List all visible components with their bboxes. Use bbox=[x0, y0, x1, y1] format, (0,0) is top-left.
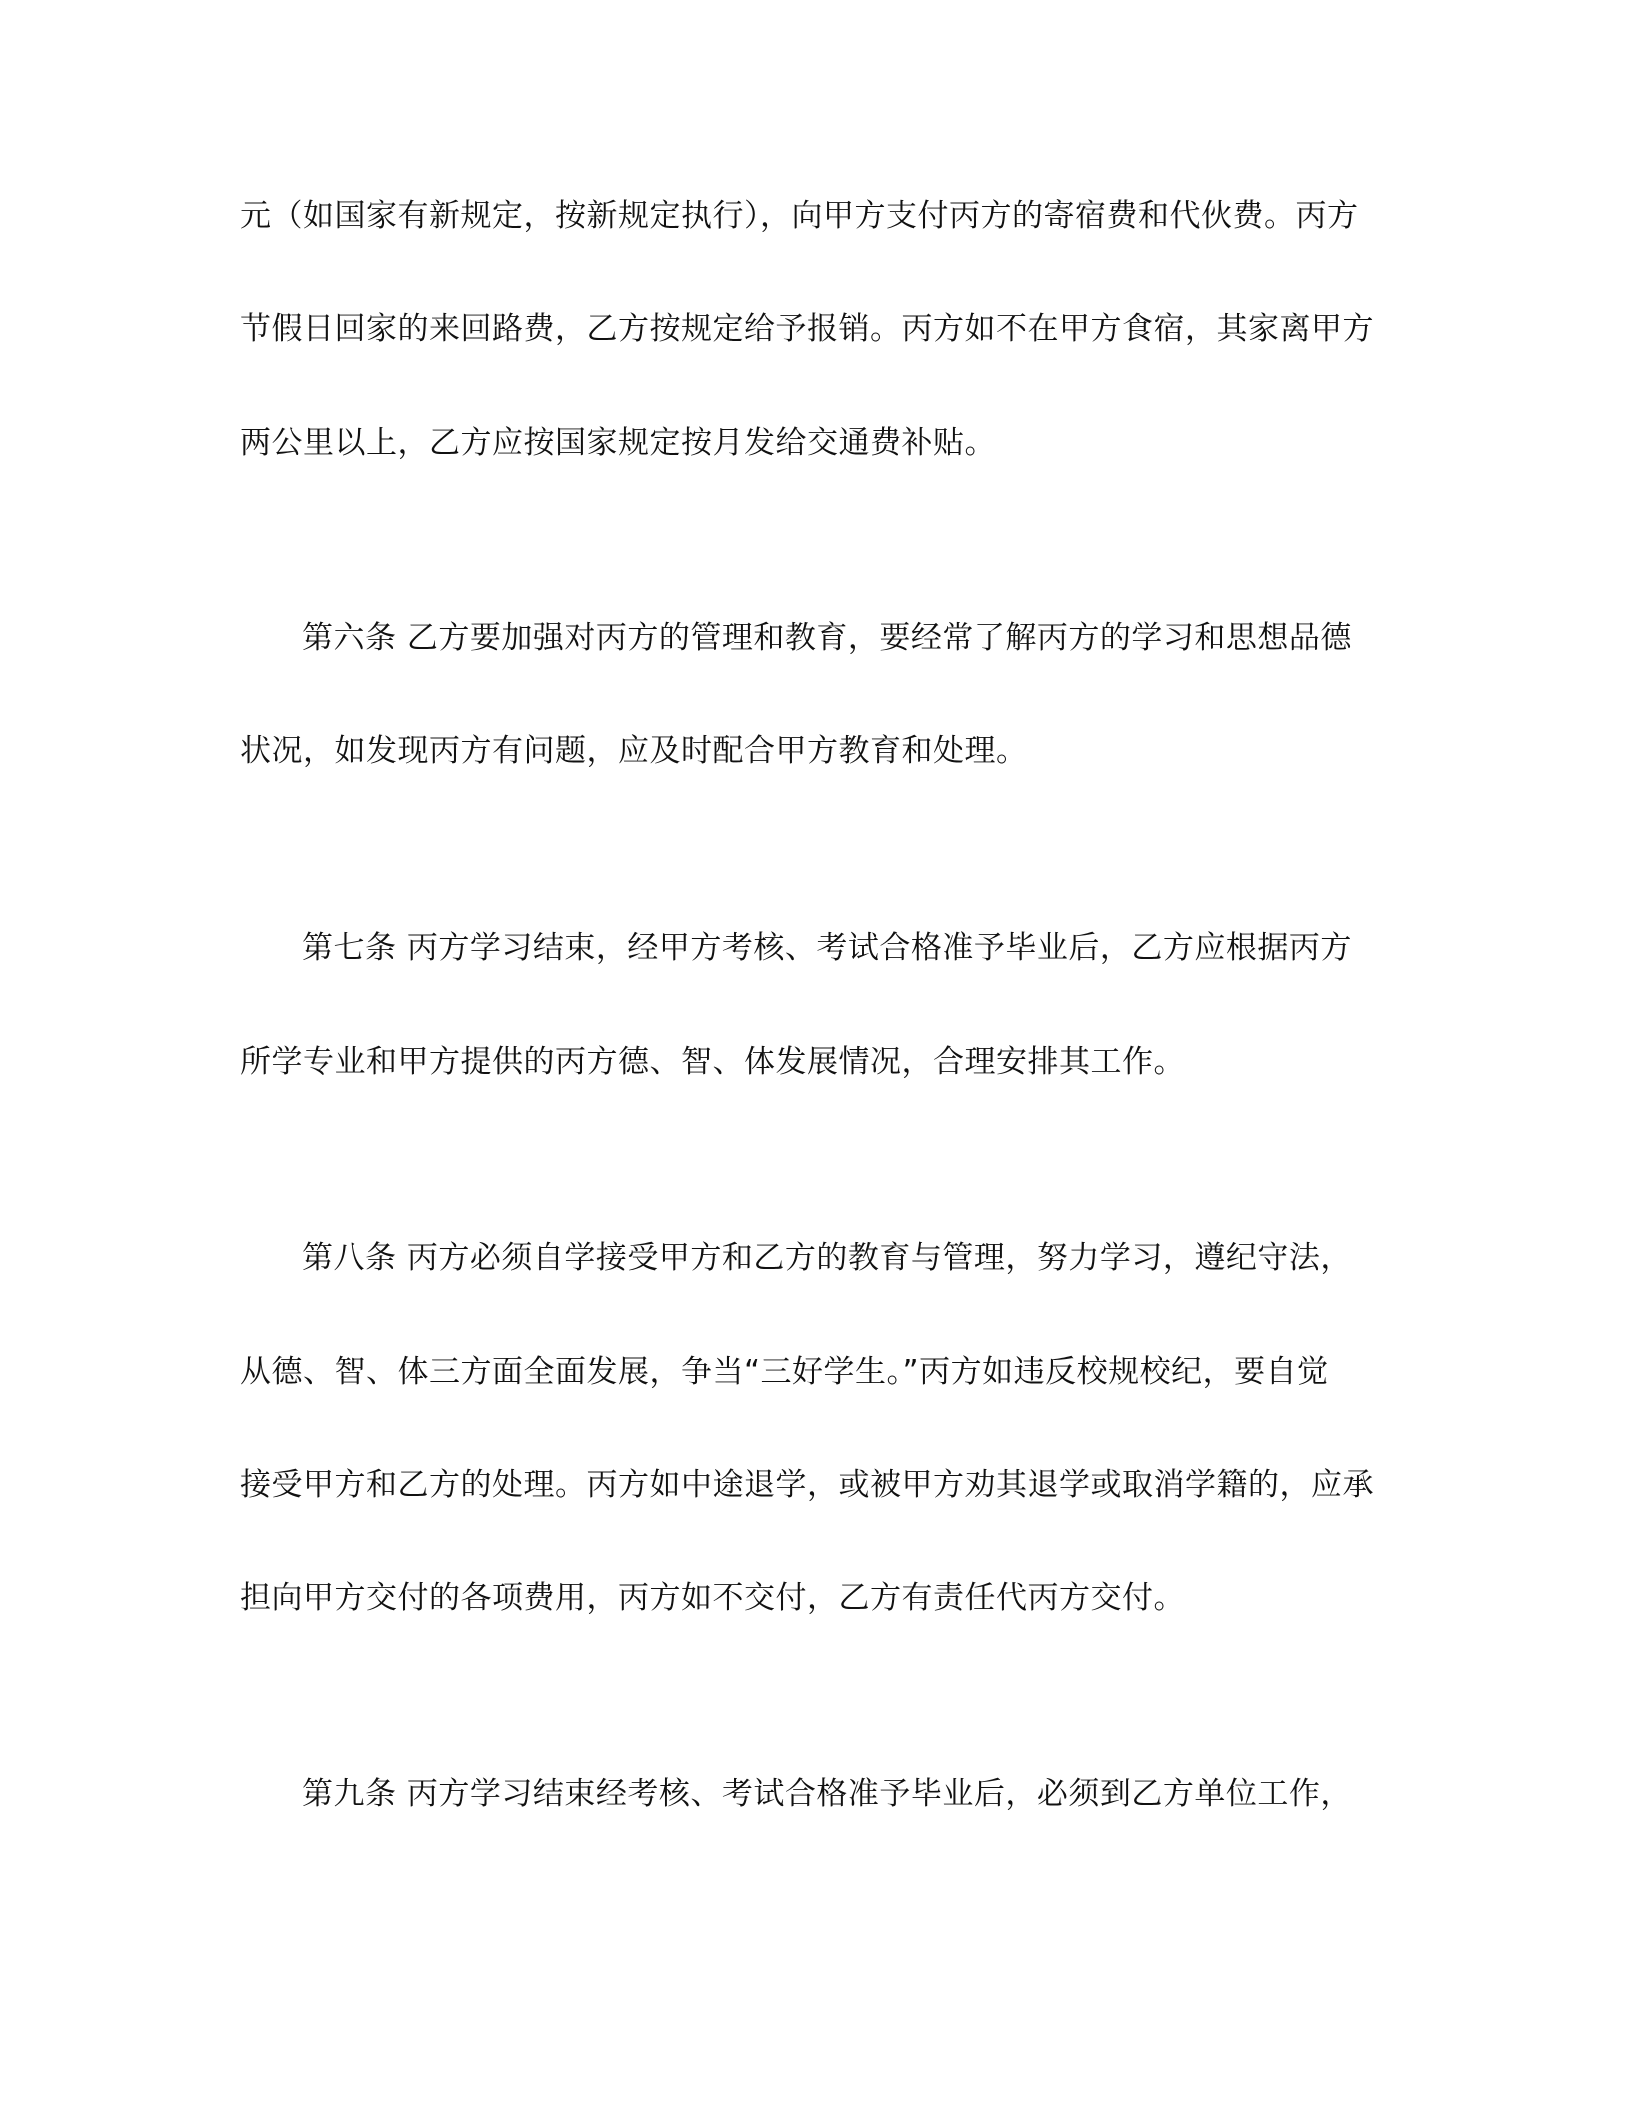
paragraph-line: 元（如国家有新规定，按新规定执行），向甲方支付丙方的寄宿费和代伙费。丙方 bbox=[240, 198, 1359, 234]
paragraph-line: 担向甲方交付的各项费用，丙方如不交付，乙方有责任代丙方交付。 bbox=[240, 1580, 1185, 1616]
paragraph-line: 从德、智、体三方面全面发展，争当“三好学生。”丙方如违反校规校纪，要自觉 bbox=[240, 1354, 1329, 1390]
article-6-heading-line: 第六条 乙方要加强对丙方的管理和教育，要经常了解丙方的学习和思想品德 bbox=[302, 620, 1352, 656]
article-7-heading-line: 第七条 丙方学习结束，经甲方考核、考试合格准予毕业后，乙方应根据丙方 bbox=[302, 930, 1352, 966]
paragraph-line: 接受甲方和乙方的处理。丙方如中途退学，或被甲方劝其退学或取消学籍的，应承 bbox=[240, 1467, 1374, 1503]
paragraph-line: 节假日回家的来回路费，乙方按规定给予报销。丙方如不在甲方食宿，其家离甲方 bbox=[240, 311, 1374, 347]
paragraph-line: 所学专业和甲方提供的丙方德、智、体发展情况，合理安排其工作。 bbox=[240, 1044, 1185, 1080]
article-8-heading-line: 第八条 丙方必须自学接受甲方和乙方的教育与管理，努力学习，遵纪守法， bbox=[302, 1240, 1352, 1276]
article-9-heading-line: 第九条 丙方学习结束经考核、考试合格准予毕业后，必须到乙方单位工作， bbox=[302, 1776, 1352, 1812]
paragraph-line: 状况，如发现丙方有问题，应及时配合甲方教育和处理。 bbox=[240, 733, 1028, 769]
paragraph-line: 两公里以上，乙方应按国家规定按月发给交通费补贴。 bbox=[240, 425, 996, 461]
